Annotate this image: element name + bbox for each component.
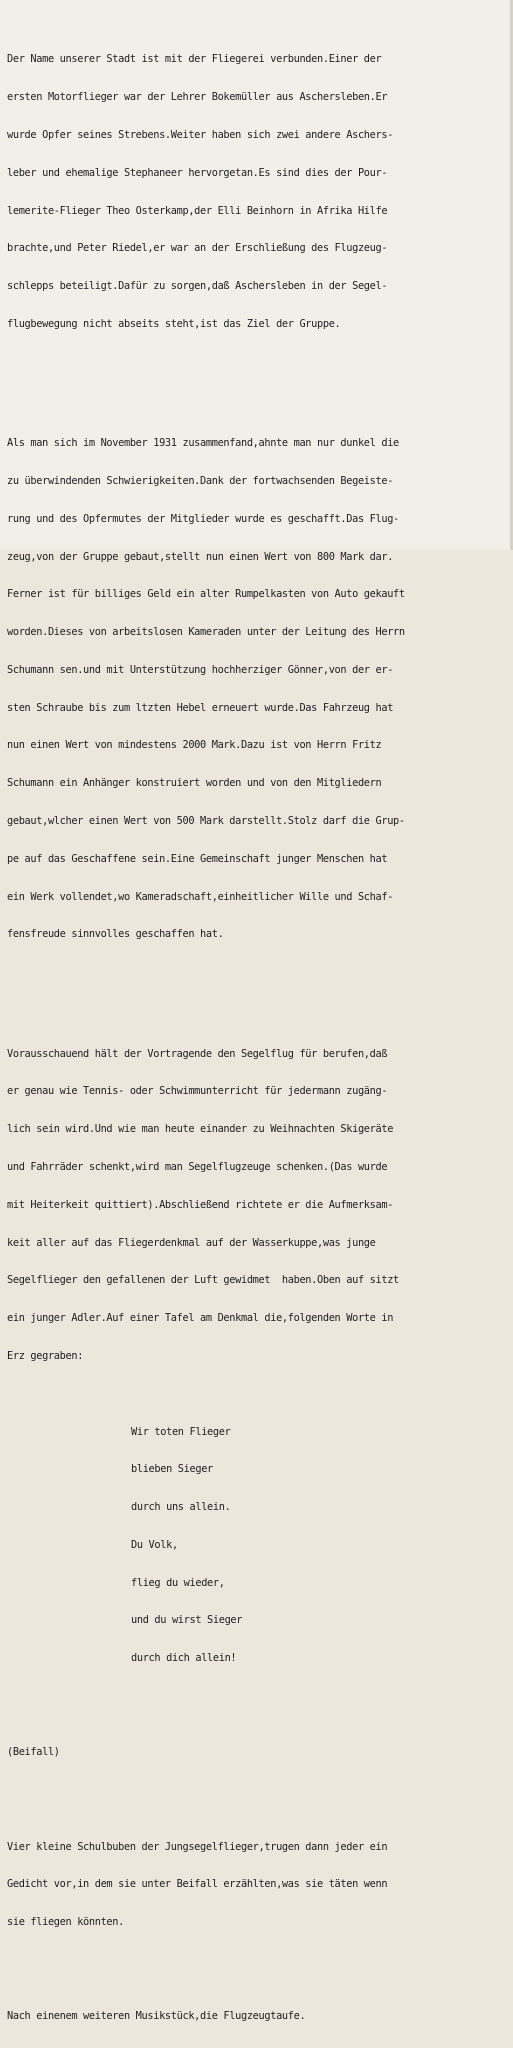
text-line: lemerite-Flieger Theo Osterkamp,der Elli Beinhorn in Afrika Hilfe	[7, 204, 388, 217]
poem-line: Du Volk,	[131, 1538, 178, 1551]
text-line: Schumann sen.und mit Unterstützung hochherziger Gönner,von der er-	[7, 663, 394, 676]
text-line: nun einen Wert von mindestens 2000 Mark.Dazu ist von Herrn Fritz	[7, 739, 382, 752]
text-line: keit aller auf das Fliegerdenkmal auf der Wasserkuppe,was junge	[7, 1236, 376, 1249]
text-line: gebaut,wlcher einen Wert von 500 Mark darstellt.Stolz darf die Grup-	[7, 815, 405, 827]
text-line: schlepps beteiligt.Dafür zu sorgen,daß Aschersleben in der Segel-	[7, 280, 388, 293]
text-line: zu überwindenden Schwierigkeiten.Dank der fortwachsenden Begeiste-	[7, 474, 394, 487]
text-line: flugbewegung nicht abseits steht,ist das Ziel der Gruppe.	[7, 317, 341, 330]
text-line: ersten Motorflieger war der Lehrer Bokemüller aus Aschersleben.Er	[7, 91, 388, 104]
paragraph-school-boys	[7, 1815, 507, 1954]
text-line: Vier kleine Schulbuben der Jungsegelflieger,trugen dann jeder ein	[7, 1840, 388, 1853]
text-line: und Fahrräder schenkt,wird man Segelflugzeuge schenken.(Das wurde	[7, 1161, 388, 1174]
paragraph-gap	[7, 991, 507, 997]
text-line: leber und ehemalige Stephaneer hervorgetan.Es sind dies der Pour-	[7, 166, 388, 179]
poem-line: blieben Sieger	[131, 1463, 213, 1476]
memorial-poem	[7, 1400, 507, 1690]
poem-line: und du wirst Sieger	[131, 1614, 243, 1627]
text-line: pe auf das Geschaffene sein.Eine Gemeinschaft junger Menschen hat	[7, 852, 388, 865]
poem-line: durch dich allein!	[131, 1652, 237, 1665]
applause-note: (Beifall)	[7, 1746, 60, 1759]
text-line: sie fliegen könnten.	[7, 1916, 124, 1929]
text-line: rung und des Opfermutes der Mitglieder wurde es geschafft.Das Flug-	[7, 512, 399, 525]
text-line: ein Werk vollendet,wo Kameradschaft,einheitlicher Wille und Schaf-	[7, 890, 394, 903]
poem-line: Wir toten Flieger	[131, 1425, 231, 1438]
paragraph-gap	[7, 1979, 507, 1985]
text-line: mit Heiterkeit quittiert).Abschließend richtete er die Aufmerksam-	[7, 1198, 394, 1211]
paragraph-name-history	[7, 28, 507, 355]
poem-line: flieg du wieder,	[131, 1576, 225, 1589]
poem-line: durch uns allein.	[131, 1501, 231, 1514]
text-line: Segelflieger den gefallenen der Luft gewidmet haben.Oben auf sitzt	[7, 1274, 399, 1287]
document-body	[7, 3, 507, 2048]
closing-line: Nach einenem weiteren Musikstück,die Flugzeugtaufe.	[7, 2010, 306, 2023]
text-line: er genau wie Tennis- oder Schwimmunterricht für jedermann zugäng-	[7, 1085, 388, 1098]
text-line: Gedicht vor,in dem sie unter Beifall erzählten,was sie täten wenn	[7, 1878, 388, 1891]
text-line: lich sein wird.Und wie man heute einander zu Weihnachten Skigeräte	[7, 1123, 394, 1136]
text-line: ein junger Adler.Auf einer Tafel am Denkmal die,folgenden Worte in	[7, 1312, 394, 1325]
paragraph-gap	[7, 1715, 507, 1721]
text-line: Schumann ein Anhänger konstruiert worden und von den Mitgliedern	[7, 777, 382, 790]
paragraph-gap	[7, 1784, 507, 1790]
paragraph-outlook	[7, 1023, 507, 1388]
paragraph-gap	[7, 381, 507, 387]
text-line: brachte,und Peter Riedel,er war an der Erschließung des Flugzeug-	[7, 242, 388, 255]
text-line: worden.Dieses von arbeitslosen Kameraden unter der Leitung des Herrn	[7, 626, 405, 639]
text-line: sten Schraube bis zum ltzten Hebel erneuert wurde.Das Fahrzeug hat	[7, 701, 394, 714]
text-line: Als man sich im November 1931 zusammenfand,ahnte man nur dunkel die	[7, 437, 399, 450]
text-line: Erz gegraben:	[7, 1349, 84, 1362]
text-line: zeug,von der Gruppe gebaut,stellt nun einen Wert von 800 Mark dar.	[7, 550, 394, 563]
text-line: Ferner ist für billiges Geld ein alter Rumpelkasten von Auto gekauft	[7, 588, 405, 601]
paragraph-founding	[7, 412, 507, 966]
text-line: Vorausschauend hält der Vortragende den Segelflug für berufen,daß	[7, 1047, 388, 1060]
text-line: Der Name unserer Stadt ist mit der Fliegerei verbunden.Einer der	[7, 53, 382, 66]
text-line: wurde Opfer seines Strebens.Weiter haben sich zwei andere Aschers-	[7, 128, 394, 141]
text-line: fensfreude sinnvolles geschaffen hat.	[7, 928, 224, 941]
